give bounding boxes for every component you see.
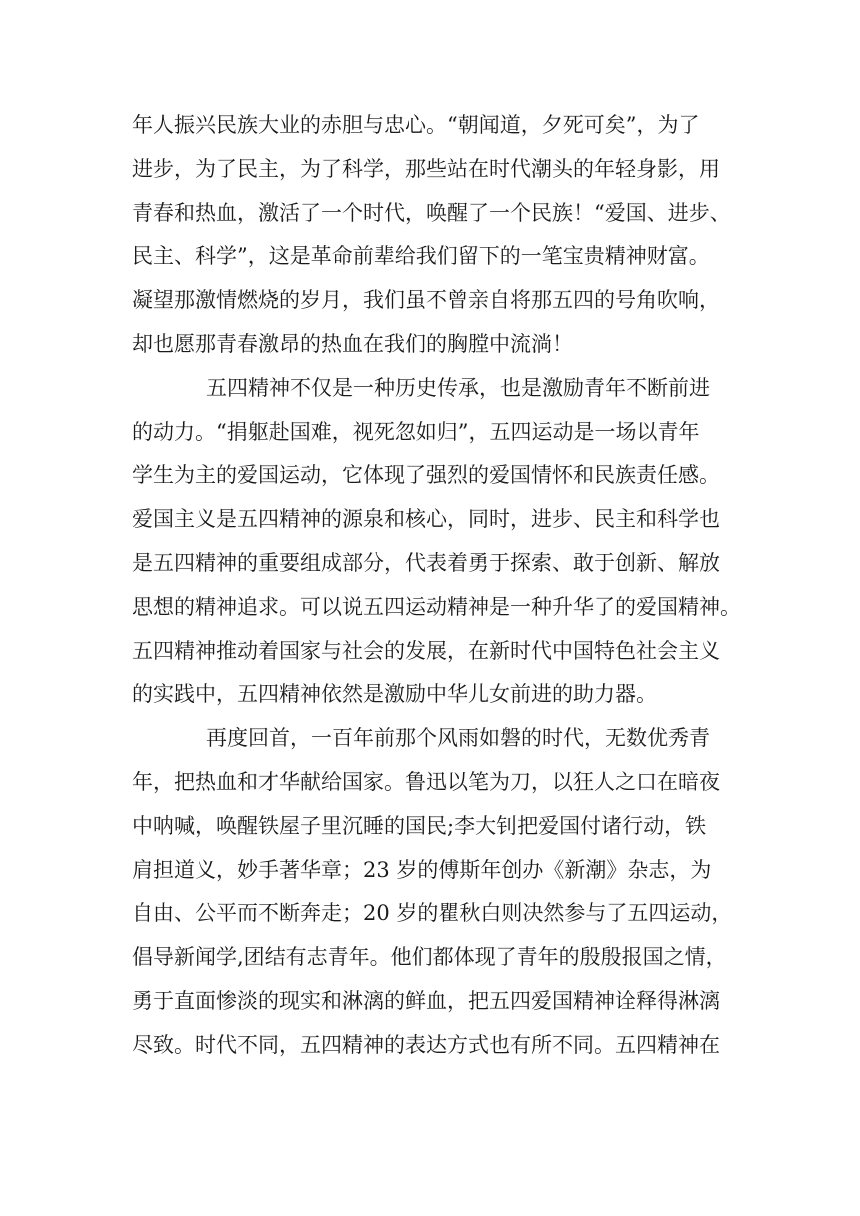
text-line: 的实践中，五四精神依然是激励中华儿女前进的助力器。 — [132, 682, 657, 707]
text-line: 年人振兴民族大业的赤胆与忠心。“朝闻道，夕死可矣”，为了 — [132, 113, 700, 137]
body-text — [132, 104, 742, 1068]
text-line: 年，把热血和才华献给国家。鲁迅以笔为刀，以狂人之口在暗夜 — [132, 769, 720, 794]
text-line: 自由、公平而不断奔走；20 岁的瞿秋白则决然参与了五四运动， — [132, 901, 733, 926]
text-line: 凝望那激情燃烧的岁月，我们虽不曾亲自将那五四的号角吹响， — [132, 288, 720, 313]
text-line: 再度回首，一百年前那个风雨如磐的时代，无数优秀青 — [206, 726, 710, 751]
text-line: 勇于直面惨淡的现实和淋漓的鲜血，把五四爱国精神诠释得淋漓 — [132, 988, 720, 1013]
text-line: 民主、科学”，这是革命前辈给我们留下的一笔宝贵精神财富。 — [132, 244, 710, 269]
text-line: 思想的精神追求。可以说五四运动精神是一种升华了的爱国精神。 — [132, 594, 741, 619]
text-line: 五四精神推动着国家与社会的发展，在新时代中国特色社会主义 — [132, 638, 720, 663]
text-line: 五四精神不仅是一种历史传承，也是激励青年不断前进 — [206, 375, 710, 400]
text-line: 中呐喊，唤醒铁屋子里沉睡的国民;李大钊把爱国付诸行动，铁 — [132, 813, 707, 838]
text-line: 爱国主义是五四精神的源泉和核心，同时，进步、民主和科学也 — [132, 507, 720, 532]
text-line: 进步，为了民主，为了科学，那些站在时代潮头的年轻身影，用 — [132, 156, 720, 181]
text-line: 倡导新闻学,团结有志青年。他们都体现了青年的殷殷报国之情， — [132, 945, 727, 970]
text-line: 学生为主的爱国运动，它体现了强烈的爱国情怀和民族责任感。 — [132, 463, 720, 488]
text-line: 是五四精神的重要组成部分，代表着勇于探索、敢于创新、解放 — [132, 550, 720, 575]
text-line: 肩担道义，妙手著华章；23 岁的傅斯年创办《新潮》杂志，为 — [132, 857, 712, 882]
text-line: 尽致。时代不同，五四精神的表达方式也有所不同。五四精神在 — [132, 1032, 720, 1057]
text-line: 的动力。“捐躯赴国难，视死忽如归”，五四运动是一场以青年 — [132, 419, 700, 444]
text-line: 青春和热血，激活了一个时代，唤醒了一个民族！“爱国、进步、 — [132, 200, 731, 225]
text-line: 却也愿那青春激昂的热血在我们的胸膛中流淌！ — [132, 331, 573, 356]
